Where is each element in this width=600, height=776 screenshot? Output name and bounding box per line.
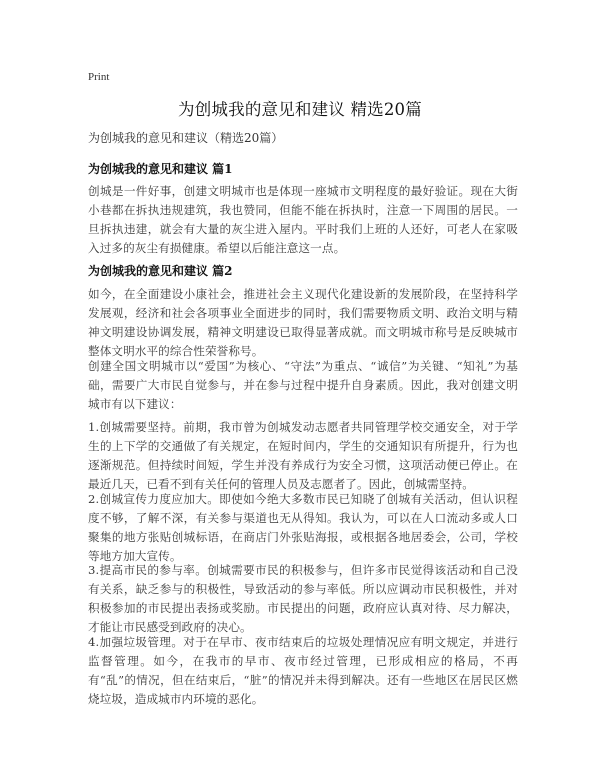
paragraph: 创城是一件好事，创建文明城市也是体现一座城市文明程度的最好验证。现在大街小巷都在拆执违规建筑，我也赞同，但能不能在拆执时，注意一下周围的居民。一旦拆执违建，就会有大量的灰尘进入屋内。平时我们上班的人还好，可老人在家吸入过多的灰尘有损健康。希望以后能注意这一点。 <box>88 184 518 255</box>
section-heading: 为创城我的意见和建议 篇1 <box>88 162 233 176</box>
print-link[interactable]: Print <box>88 71 110 83</box>
page-title: 为创城我的意见和建议 精选20篇 <box>178 100 422 119</box>
paragraph: 创建全国文明城市以“爱国”为核心、“守法”为重点、“诚信”为关键、“知礼”为基础，需要广大市民自觉参与，并在参与过程中提升自身素质。因此，我对创建文明城市有以下建议： <box>88 359 518 411</box>
paragraph: 3.提高市民的参与率。创城需要市民的积极参与，但许多市民觉得该活动和自己没有关系，缺乏参与的积极性，导致活动的参与率低。所以应调动市民积极性，并对积极参加的市民提出表扬或奖励。市民提出的问题，政府应认真对待、尽力解决，才能让市民感受到政府的决心。 <box>88 563 518 634</box>
section-heading: 为创城我的意见和建议 篇2 <box>88 264 233 278</box>
paragraph: 2.创城宣传力度应加大。即使如今绝大多数市民已知晓了创城有关活动，但认识程度不够，了解不深，有关参与渠道也无从得知。我认为，可以在人口流动多或人口聚集的地方张贴创城标语，在商店门外张贴海报，或根据各地居委会，公司，学校等地方加大宣传。 <box>88 492 518 563</box>
paragraph: 1.创城需要坚持。前期，我市曾为创城发动志愿者共同管理学校交通安全，对于学生的上下学的交通做了有关规定，在短时间内，学生的交通知识有所提升，行为也逐渐规范。但持续时间短，学生并没有养成行为安全习惯，这项活动便已停止。在最近几天，已看不到有关任何的管理人员及志愿者了。因此，创城需坚持。 <box>88 420 518 491</box>
page-subtitle: 为创城我的意见和建议（精选20篇） <box>88 131 284 145</box>
paragraph: 如今，在全面建设小康社会，推进社会主义现代化建设新的发展阶段，在坚持科学发展观，经济和社会各项事业全面进步的同时，我们需要物质文明、政治文明与精神文明建设协调发展，精神文明建设已取得显著成就。而文明城市称号是反映城市整体文明水平的综合性荣誉称号。 <box>88 287 518 358</box>
paragraph: 4.加强垃圾管理。对于在早市、夜市结束后的垃圾处理情况应有明文规定，并进行监督管理。如今，在我市的早市、夜市经过管理，已形成相应的格局，不再有“乱”的情况，但在结束后，“脏”的情况并未得到解决。还有一些地区在居民区燃烧垃圾，造成城市内环境的恶化。 <box>88 635 518 706</box>
